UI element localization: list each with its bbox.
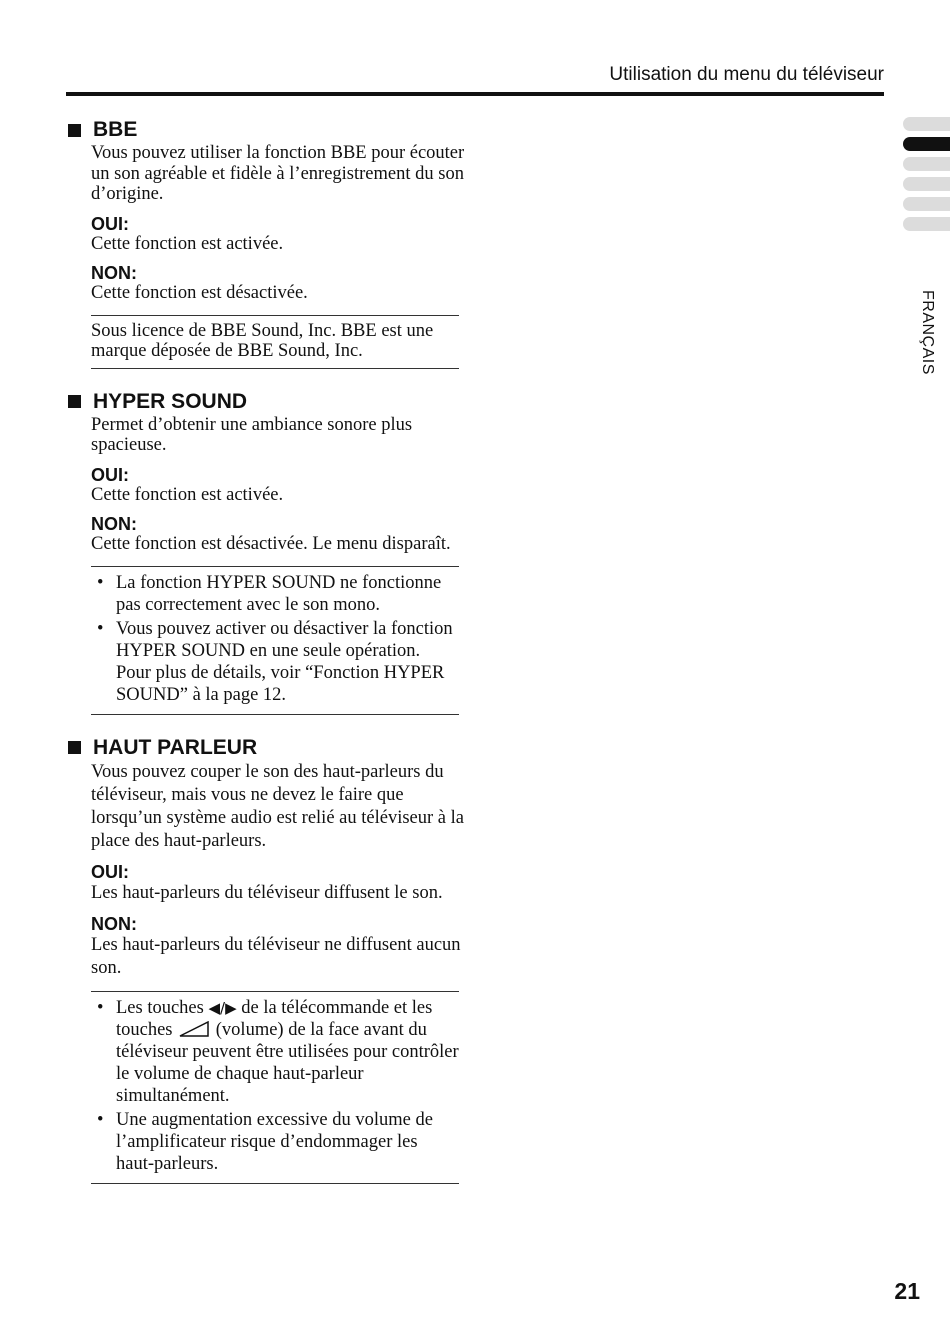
left-right-arrows-icon: ◀/▶ [208, 998, 237, 1017]
oui-text: Cette fonction est activée. [91, 484, 284, 505]
section-intro: Permet d’obtenir une ambiance sonore plus spacieuse. [91, 414, 413, 455]
note-bullet: • Vous pouvez activer ou désactiver la fonction HYPER SOUND en une seule opération. Pour plus de détails, voir “Fonction HYPER SOUND” à la page 12. [91, 618, 459, 706]
tab-marker-active [903, 137, 950, 151]
section-title: HYPER SOUND [66, 389, 466, 415]
note-bullet: • La fonction HYPER SOUND ne fonctionne pas correctement avec le son mono. [91, 572, 459, 616]
note-bullet: • Les touches ◀/▶ de la télécommande et les touches (volume) de la face avant du téléviseur peuvent être utilisées pour contrôler le volume de chaque haut-parleur simultanément. [91, 997, 459, 1107]
section-haut-parleur [66, 735, 466, 1184]
non-text: Cette fonction est désactivée. [91, 283, 308, 303]
running-header: Utilisation du menu du téléviseur [609, 64, 884, 85]
oui-text: Cette fonction est activée. [91, 233, 284, 254]
tab-marker [903, 217, 950, 231]
oui-text: Les haut-parleurs du téléviseur diffusent le son. [91, 882, 443, 903]
section-bbe [66, 117, 466, 369]
section-title: BBE [66, 117, 466, 143]
header-rule [66, 92, 884, 96]
main-column [66, 117, 466, 1184]
non-text: Les haut-parleurs du téléviseur ne diffusent aucun son. [91, 934, 461, 978]
section-hyper-sound [66, 389, 466, 715]
page-number: 21 [894, 1278, 920, 1304]
volume-icon [179, 1021, 209, 1037]
language-label: FRANÇAIS [919, 290, 936, 375]
oui-label: OUI: [91, 861, 129, 882]
tab-marker [903, 197, 950, 211]
tab-marker [903, 177, 950, 191]
note-box [91, 566, 459, 715]
non-label: NON: [91, 263, 137, 283]
non-label: NON: [91, 913, 137, 934]
non-label: NON: [91, 514, 137, 534]
section-tabs [903, 117, 950, 237]
section-title: HAUT PARLEUR [66, 735, 466, 761]
square-bullet-icon [68, 741, 81, 754]
square-bullet-icon [68, 395, 81, 408]
non-text: Cette fonction est désactivée. Le menu disparaît. [91, 534, 451, 554]
tab-marker [903, 157, 950, 171]
oui-label: OUI: [91, 213, 129, 234]
note-text: Sous licence de BBE Sound, Inc. BBE est une marque déposée de BBE Sound, Inc. [91, 320, 434, 361]
oui-label: OUI: [91, 464, 129, 485]
note-box [91, 315, 459, 369]
section-intro: Vous pouvez utiliser la fonction BBE pour écouter un son agréable et fidèle à l’enregistrement du son d’origine. [91, 143, 465, 204]
tab-marker [903, 117, 950, 131]
section-intro: Vous pouvez couper le son des haut-parleurs du téléviseur, mais vous ne devez le faire que lorsqu’un système audio est relié au téléviseur à la place des haut-parleurs. [91, 761, 464, 851]
note-box [91, 991, 459, 1184]
note-bullet: • Une augmentation excessive du volume de l’amplificateur risque d’endommager les haut-parleurs. [91, 1109, 459, 1175]
square-bullet-icon [68, 124, 81, 137]
